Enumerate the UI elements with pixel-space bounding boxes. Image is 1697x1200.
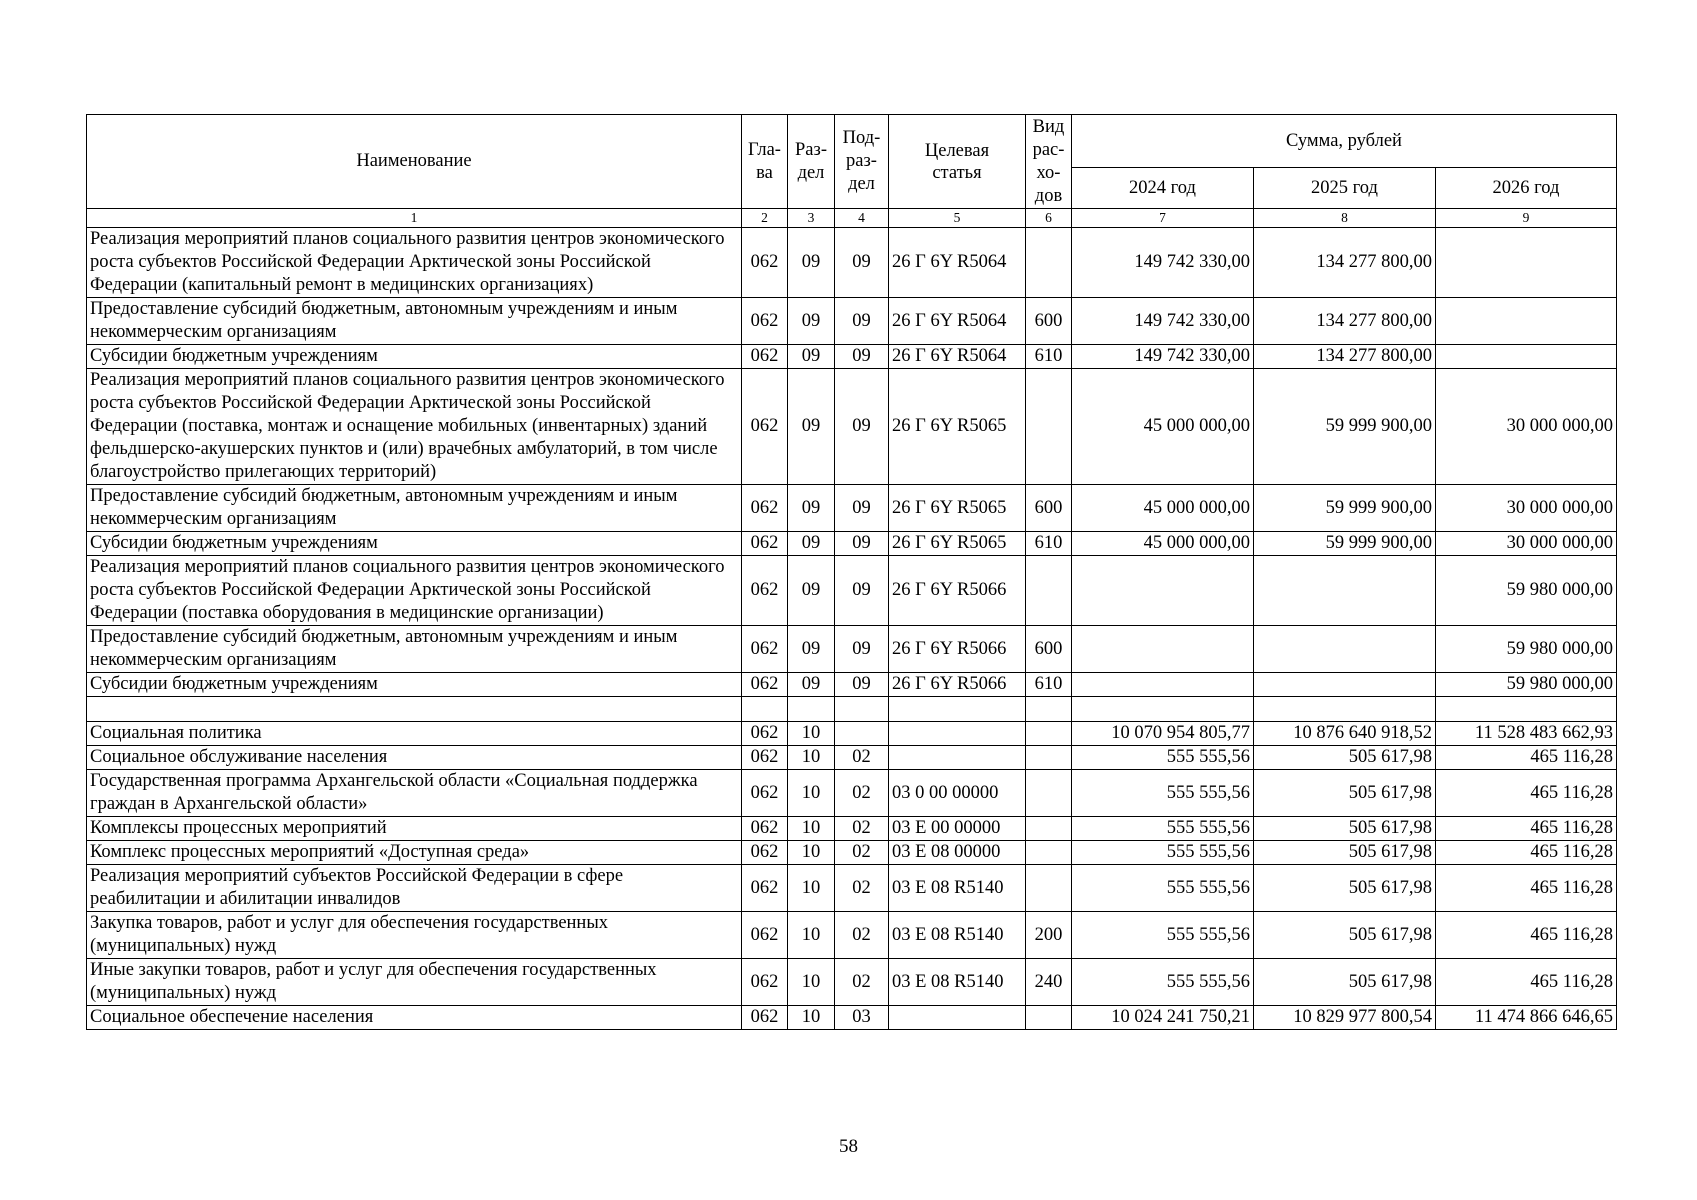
header-vid: Вид рас- хо- дов [1026, 115, 1072, 209]
table-row [87, 369, 1617, 485]
table-row [87, 912, 1617, 959]
razdel-cell: 10 [788, 1006, 835, 1030]
amount-2025: 59 999 900,00 [1254, 485, 1436, 532]
table-row [87, 722, 1617, 746]
amount-2025: 134 277 800,00 [1254, 228, 1436, 298]
celevaya-cell: 26 Г 6Y R5066 [889, 626, 1026, 673]
row-name: Социальная политика [87, 722, 742, 746]
amount-2024: 10 024 241 750,21 [1072, 1006, 1254, 1030]
podrazdel-cell: 09 [835, 626, 889, 673]
amount-2025: 10 876 640 918,52 [1254, 722, 1436, 746]
glava-cell: 062 [742, 912, 788, 959]
podrazdel-cell: 09 [835, 532, 889, 556]
podrazdel-cell: 02 [835, 865, 889, 912]
amount-2026: 11 528 483 662,93 [1436, 722, 1617, 746]
amount-2026: 465 116,28 [1436, 865, 1617, 912]
glava-cell: 062 [742, 1006, 788, 1030]
celevaya-cell: 26 Г 6Y R5064 [889, 298, 1026, 345]
podrazdel-cell: 09 [835, 556, 889, 626]
vid-cell [1026, 369, 1072, 485]
row-name: Предоставление субсидий бюджетным, автономным учреждениям и иным некоммерческим организациям [87, 298, 742, 345]
amount-2026: 59 980 000,00 [1436, 626, 1617, 673]
amount-2024: 555 555,56 [1072, 817, 1254, 841]
glava-cell: 062 [742, 556, 788, 626]
celevaya-cell: 03 Е 08 R5140 [889, 912, 1026, 959]
col-number: 3 [788, 209, 835, 228]
amount-2026: 465 116,28 [1436, 912, 1617, 959]
vid-cell [1026, 722, 1072, 746]
podrazdel-cell: 02 [835, 817, 889, 841]
table-row [87, 673, 1617, 697]
amount-2026 [1436, 345, 1617, 369]
glava-cell: 062 [742, 841, 788, 865]
amount-2024: 555 555,56 [1072, 959, 1254, 1006]
vid-cell [1026, 556, 1072, 626]
vid-cell [1026, 865, 1072, 912]
amount-2024: 555 555,56 [1072, 912, 1254, 959]
celevaya-cell [889, 746, 1026, 770]
glava-cell: 062 [742, 228, 788, 298]
header-name: Наименование [87, 115, 742, 209]
row-name: Субсидии бюджетным учреждениям [87, 345, 742, 369]
glava-cell: 062 [742, 485, 788, 532]
glava-cell: 062 [742, 345, 788, 369]
celevaya-cell: 03 Е 08 R5140 [889, 865, 1026, 912]
amount-2025: 10 829 977 800,54 [1254, 1006, 1436, 1030]
celevaya-cell: 26 Г 6Y R5066 [889, 556, 1026, 626]
table-row [87, 228, 1617, 298]
amount-2026: 465 116,28 [1436, 841, 1617, 865]
amount-2024: 555 555,56 [1072, 770, 1254, 817]
glava-cell: 062 [742, 746, 788, 770]
vid-cell: 200 [1026, 912, 1072, 959]
amount-2026 [1436, 298, 1617, 345]
header-year-2026: 2026 год [1436, 168, 1617, 209]
amount-2024: 45 000 000,00 [1072, 485, 1254, 532]
amount-2025 [1254, 673, 1436, 697]
razdel-cell: 09 [788, 485, 835, 532]
amount-2024: 555 555,56 [1072, 865, 1254, 912]
amount-2024 [1072, 626, 1254, 673]
celevaya-cell: 03 Е 08 00000 [889, 841, 1026, 865]
row-name: Комплекс процессных мероприятий «Доступная среда» [87, 841, 742, 865]
glava-cell: 062 [742, 298, 788, 345]
table-row [87, 532, 1617, 556]
amount-2024: 45 000 000,00 [1072, 532, 1254, 556]
glava-cell: 062 [742, 673, 788, 697]
table-row [87, 770, 1617, 817]
vid-cell: 600 [1026, 298, 1072, 345]
empty-cell [889, 697, 1026, 722]
amount-2025: 505 617,98 [1254, 770, 1436, 817]
table-row [87, 298, 1617, 345]
razdel-cell: 09 [788, 345, 835, 369]
col-number: 2 [742, 209, 788, 228]
amount-2026: 11 474 866 646,65 [1436, 1006, 1617, 1030]
table-row [87, 746, 1617, 770]
glava-cell: 062 [742, 959, 788, 1006]
razdel-cell: 09 [788, 228, 835, 298]
vid-cell [1026, 228, 1072, 298]
glava-cell: 062 [742, 722, 788, 746]
amount-2024: 555 555,56 [1072, 746, 1254, 770]
podrazdel-cell: 09 [835, 228, 889, 298]
celevaya-cell: 03 0 00 00000 [889, 770, 1026, 817]
amount-2024: 45 000 000,00 [1072, 369, 1254, 485]
amount-2025: 505 617,98 [1254, 746, 1436, 770]
celevaya-cell: 26 Г 6Y R5065 [889, 369, 1026, 485]
podrazdel-cell: 02 [835, 841, 889, 865]
row-name: Закупка товаров, работ и услуг для обеспечения государственных (муниципальных) нужд [87, 912, 742, 959]
amount-2025 [1254, 556, 1436, 626]
table-row [87, 556, 1617, 626]
vid-cell: 600 [1026, 485, 1072, 532]
table-row [87, 345, 1617, 369]
row-name: Реализация мероприятий планов социального развития центров экономического роста субъектов Российской Федерации Арктической зоны Российской Федерации (поставка оборудования в медицинские организации) [87, 556, 742, 626]
row-name: Социальное обслуживание населения [87, 746, 742, 770]
amount-2026: 59 980 000,00 [1436, 556, 1617, 626]
celevaya-cell: 26 Г 6Y R5064 [889, 228, 1026, 298]
podrazdel-cell: 09 [835, 485, 889, 532]
row-name: Государственная программа Архангельской области «Социальная поддержка граждан в Архангельской области» [87, 770, 742, 817]
row-name: Субсидии бюджетным учреждениям [87, 673, 742, 697]
col-number: 7 [1072, 209, 1254, 228]
glava-cell: 062 [742, 626, 788, 673]
vid-cell: 600 [1026, 626, 1072, 673]
empty-cell [1026, 697, 1072, 722]
blank-row [87, 697, 1617, 722]
vid-cell: 240 [1026, 959, 1072, 1006]
header-celevaya: Целевая статья [889, 115, 1026, 209]
amount-2024: 555 555,56 [1072, 841, 1254, 865]
table-row [87, 485, 1617, 532]
razdel-cell: 10 [788, 959, 835, 1006]
header-glava: Гла- ва [742, 115, 788, 209]
razdel-cell: 10 [788, 865, 835, 912]
podrazdel-cell: 02 [835, 959, 889, 1006]
amount-2026: 30 000 000,00 [1436, 369, 1617, 485]
podrazdel-cell: 02 [835, 912, 889, 959]
amount-2025: 134 277 800,00 [1254, 345, 1436, 369]
podrazdel-cell: 09 [835, 369, 889, 485]
celevaya-cell: 26 Г 6Y R5066 [889, 673, 1026, 697]
amount-2026: 465 116,28 [1436, 746, 1617, 770]
row-name: Социальное обеспечение населения [87, 1006, 742, 1030]
empty-cell [742, 697, 788, 722]
amount-2026: 465 116,28 [1436, 817, 1617, 841]
razdel-cell: 10 [788, 841, 835, 865]
razdel-cell: 09 [788, 298, 835, 345]
empty-cell [1072, 697, 1254, 722]
amount-2026: 465 116,28 [1436, 770, 1617, 817]
row-name: Комплексы процессных мероприятий [87, 817, 742, 841]
col-number: 8 [1254, 209, 1436, 228]
amount-2024: 149 742 330,00 [1072, 345, 1254, 369]
col-number: 6 [1026, 209, 1072, 228]
amount-2025: 134 277 800,00 [1254, 298, 1436, 345]
table-row [87, 959, 1617, 1006]
row-name: Реализация мероприятий субъектов Российской Федерации в сфере реабилитации и абилитации инвалидов [87, 865, 742, 912]
header-podrazdel: Под- раз- дел [835, 115, 889, 209]
table-row [87, 817, 1617, 841]
table-row [87, 865, 1617, 912]
razdel-cell: 09 [788, 673, 835, 697]
podrazdel-cell: 09 [835, 345, 889, 369]
vid-cell: 610 [1026, 345, 1072, 369]
razdel-cell: 09 [788, 626, 835, 673]
header-summa: Сумма, рублей [1072, 115, 1617, 168]
col-number: 9 [1436, 209, 1617, 228]
budget-table [86, 114, 1617, 1030]
col-number: 5 [889, 209, 1026, 228]
amount-2025: 505 617,98 [1254, 959, 1436, 1006]
celevaya-cell: 26 Г 6Y R5065 [889, 485, 1026, 532]
amount-2024 [1072, 673, 1254, 697]
amount-2025: 505 617,98 [1254, 817, 1436, 841]
amount-2025: 505 617,98 [1254, 865, 1436, 912]
celevaya-cell: 26 Г 6Y R5065 [889, 532, 1026, 556]
amount-2026 [1436, 228, 1617, 298]
col-number: 1 [87, 209, 742, 228]
amount-2024: 149 742 330,00 [1072, 298, 1254, 345]
razdel-cell: 09 [788, 369, 835, 485]
header-year-2024: 2024 год [1072, 168, 1254, 209]
razdel-cell: 09 [788, 556, 835, 626]
empty-cell [835, 697, 889, 722]
amount-2025: 59 999 900,00 [1254, 369, 1436, 485]
table-row [87, 841, 1617, 865]
row-name: Реализация мероприятий планов социального развития центров экономического роста субъектов Российской Федерации Арктической зоны Российской Федерации (капитальный ремонт в медицинских организациях) [87, 228, 742, 298]
razdel-cell: 10 [788, 912, 835, 959]
vid-cell: 610 [1026, 673, 1072, 697]
glava-cell: 062 [742, 532, 788, 556]
col-number: 4 [835, 209, 889, 228]
celevaya-cell [889, 1006, 1026, 1030]
page-number: 58 [839, 1136, 858, 1157]
empty-cell [1254, 697, 1436, 722]
amount-2026: 30 000 000,00 [1436, 532, 1617, 556]
vid-cell [1026, 841, 1072, 865]
razdel-cell: 10 [788, 817, 835, 841]
header-razdel: Раз- дел [788, 115, 835, 209]
celevaya-cell: 26 Г 6Y R5064 [889, 345, 1026, 369]
row-name: Предоставление субсидий бюджетным, автономным учреждениям и иным некоммерческим организациям [87, 626, 742, 673]
empty-cell [87, 697, 742, 722]
razdel-cell: 10 [788, 746, 835, 770]
podrazdel-cell: 09 [835, 298, 889, 345]
podrazdel-cell: 03 [835, 1006, 889, 1030]
vid-cell: 610 [1026, 532, 1072, 556]
table-row [87, 626, 1617, 673]
amount-2025: 505 617,98 [1254, 841, 1436, 865]
razdel-cell: 10 [788, 770, 835, 817]
row-name: Предоставление субсидий бюджетным, автономным учреждениям и иным некоммерческим организациям [87, 485, 742, 532]
row-name: Иные закупки товаров, работ и услуг для обеспечения государственных (муниципальных) нужд [87, 959, 742, 1006]
amount-2024: 10 070 954 805,77 [1072, 722, 1254, 746]
row-name: Субсидии бюджетным учреждениям [87, 532, 742, 556]
glava-cell: 062 [742, 865, 788, 912]
row-name: Реализация мероприятий планов социального развития центров экономического роста субъектов Российской Федерации Арктической зоны Российской Федерации (поставка, монтаж и оснащение мобильных (инвентарных) зданий фельдшерско-акушерских пунктов и (или) врачебных амбулаторий, в том числе благоустройство прилегающих территорий) [87, 369, 742, 485]
amount-2026: 59 980 000,00 [1436, 673, 1617, 697]
celevaya-cell: 03 Е 08 R5140 [889, 959, 1026, 1006]
amount-2025 [1254, 626, 1436, 673]
table-row [87, 1006, 1617, 1030]
vid-cell [1026, 817, 1072, 841]
podrazdel-cell: 09 [835, 673, 889, 697]
amount-2026: 465 116,28 [1436, 959, 1617, 1006]
glava-cell: 062 [742, 770, 788, 817]
empty-cell [1436, 697, 1617, 722]
glava-cell: 062 [742, 369, 788, 485]
header-year-2025: 2025 год [1254, 168, 1436, 209]
podrazdel-cell: 02 [835, 746, 889, 770]
podrazdel-cell [835, 722, 889, 746]
vid-cell [1026, 770, 1072, 817]
glava-cell: 062 [742, 817, 788, 841]
vid-cell [1026, 1006, 1072, 1030]
vid-cell [1026, 746, 1072, 770]
amount-2026: 30 000 000,00 [1436, 485, 1617, 532]
podrazdel-cell: 02 [835, 770, 889, 817]
amount-2025: 59 999 900,00 [1254, 532, 1436, 556]
amount-2025: 505 617,98 [1254, 912, 1436, 959]
razdel-cell: 10 [788, 722, 835, 746]
empty-cell [788, 697, 835, 722]
celevaya-cell: 03 Е 00 00000 [889, 817, 1026, 841]
amount-2024 [1072, 556, 1254, 626]
celevaya-cell [889, 722, 1026, 746]
amount-2024: 149 742 330,00 [1072, 228, 1254, 298]
razdel-cell: 09 [788, 532, 835, 556]
